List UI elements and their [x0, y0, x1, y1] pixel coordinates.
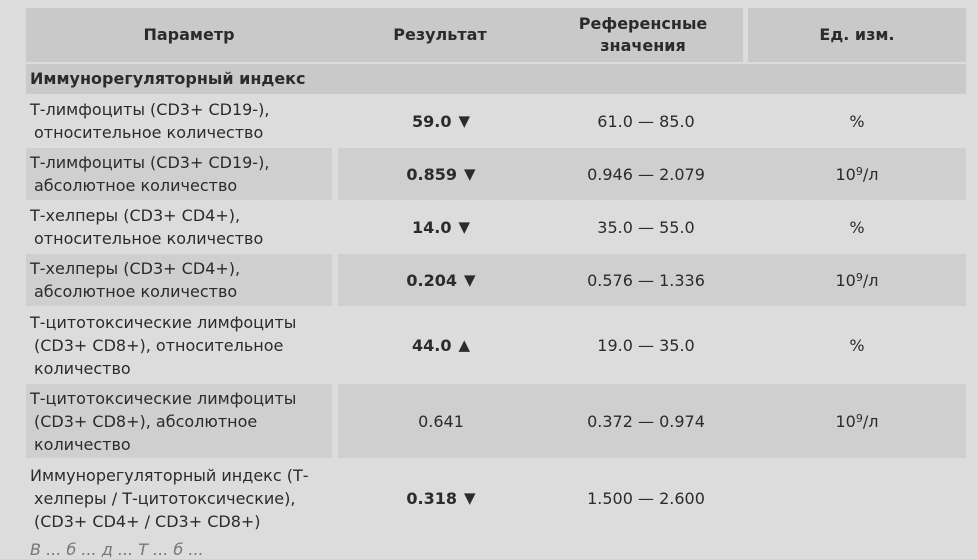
column-header-reference: Референсные значения [543, 8, 743, 62]
table-row [26, 202, 966, 252]
parameter-cell: Т-цитотоксические лимфоциты (CD3+ CD8+), относительное количество [30, 312, 297, 378]
down-arrow-icon: ▼ [464, 270, 476, 289]
result-cell: 59.0 ▼ [411, 111, 471, 131]
reference-cell: 0.946 — 2.079 [544, 148, 748, 200]
reference-cell: 0.576 — 1.336 [544, 254, 748, 306]
parameter-cell: Т-лимфоциты (CD3+ CD19-), абсолютное количество [26, 148, 332, 200]
parameter-cell: Т-цитотоксические лимфоциты (CD3+ CD8+), абсолютное количество [26, 384, 332, 458]
lab-results-table [22, 0, 978, 559]
table-row [26, 148, 966, 200]
result-cell: 0.318 ▼ [406, 488, 476, 508]
reference-cell: 35.0 — 55.0 [597, 217, 695, 237]
table-row [26, 96, 966, 146]
reference-cell: 19.0 — 35.0 [597, 335, 695, 355]
unit-cell: 10 $^9$ /л [748, 254, 966, 306]
table-row [26, 254, 966, 306]
result-cell: 0.204 ▼ [338, 254, 544, 306]
result-cell: 0.641 [338, 384, 544, 458]
up-arrow-icon: ▲ [458, 335, 471, 354]
result-cell: 0.859 ▼ [338, 148, 544, 200]
parameter-cell: Иммунорегуляторный индекс (Т- хелперы / Т-цитотоксические), (CD3+ CD4+ / CD3+ CD8+) [30, 465, 309, 531]
unit-cell: % [849, 217, 865, 237]
column-header-unit: Ед. изм. [748, 8, 966, 62]
footer-note-fragment: В ... б ... д ... Т ... б ... [30, 540, 204, 559]
table-row [26, 460, 966, 536]
unit-cell: % [849, 111, 865, 131]
section-title: Иммунорегуляторный индекс [26, 64, 966, 94]
down-arrow-icon: ▼ [458, 111, 471, 130]
result-cell: 44.0 ▲ [411, 335, 471, 355]
result-cell: 14.0 ▼ [411, 217, 471, 237]
reference-cell: 1.500 — 2.600 [587, 488, 705, 508]
parameter-cell: Т-лимфоциты (CD3+ CD19-), относительное количество [30, 100, 270, 142]
column-header-parameter: Параметр [26, 8, 352, 62]
parameter-cell: Т-хелперы (CD3+ CD4+), относительное количество [30, 206, 264, 248]
table-row [26, 384, 966, 458]
down-arrow-icon: ▼ [464, 164, 476, 183]
unit-cell: % [849, 335, 865, 355]
table-row [26, 308, 966, 382]
column-header-result: Результат [336, 8, 544, 62]
down-arrow-icon: ▼ [458, 217, 471, 236]
parameter-cell: Т-хелперы (CD3+ CD4+), абсолютное количество [26, 254, 332, 306]
unit-cell [748, 460, 966, 536]
reference-cell: 0.372 — 0.974 [544, 384, 748, 458]
down-arrow-icon: ▼ [464, 488, 476, 507]
reference-cell: 61.0 — 85.0 [597, 111, 695, 131]
unit-cell: 10 $^9$ /л [748, 384, 966, 458]
unit-cell: 10 $^9$ /л [748, 148, 966, 200]
